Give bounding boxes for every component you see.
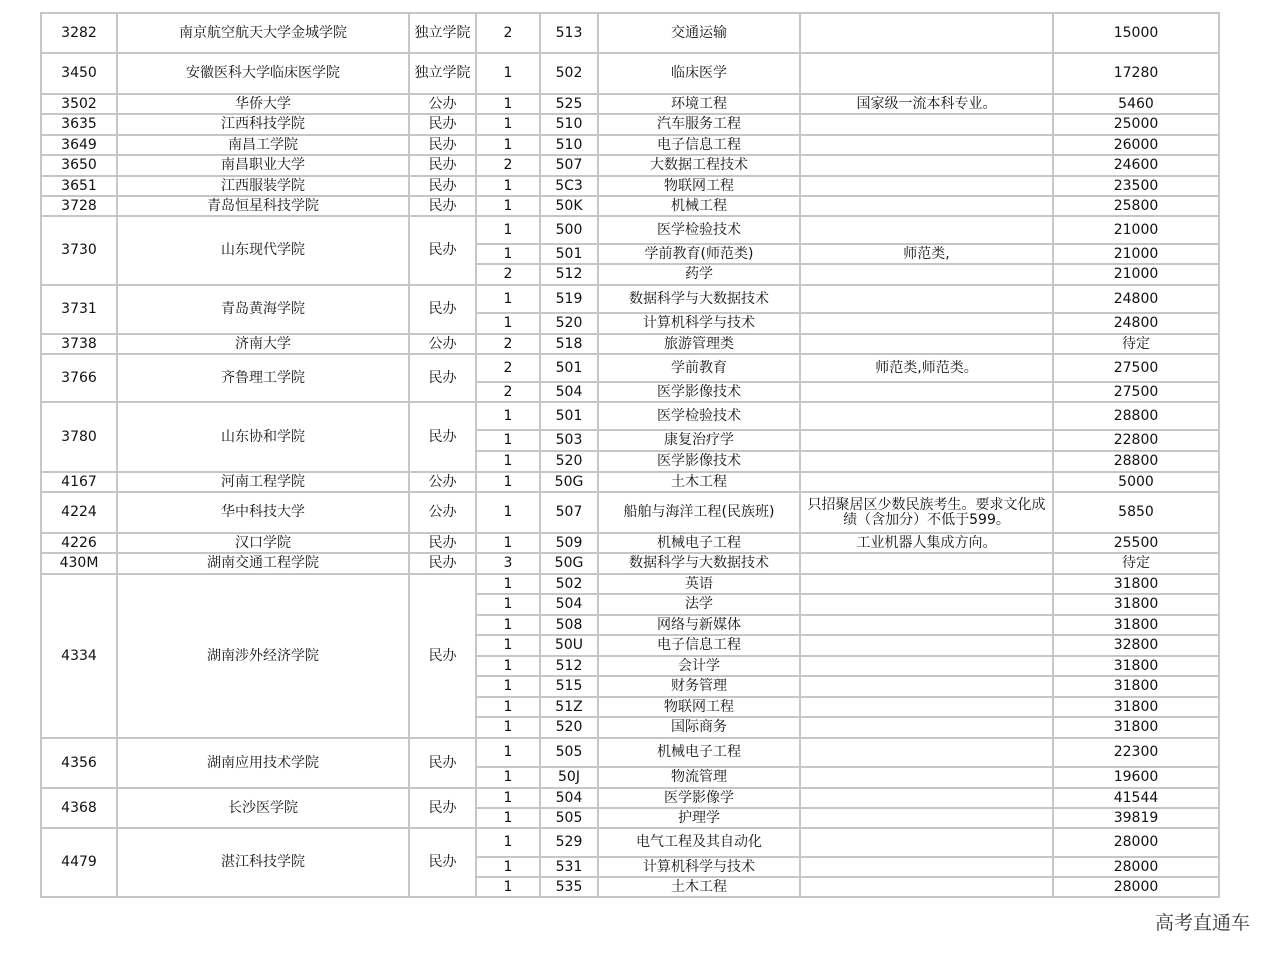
table-row: [41, 533, 1219, 553]
major-name-cell: 数据科学与大数据技术: [598, 553, 800, 574]
major-name-cell: 电气工程及其自动化: [598, 828, 800, 857]
major-code-cell: 502: [540, 53, 598, 94]
table-row: [41, 94, 1219, 114]
remark-cell: [800, 828, 1053, 857]
major-name-cell: 网络与新媒体: [598, 615, 800, 635]
tuition-cell: 31800: [1053, 697, 1219, 717]
remark-cell: [800, 877, 1053, 897]
table-row: [41, 285, 1219, 313]
school-code-cell: 3649: [41, 135, 117, 155]
major-code-cell: 504: [540, 594, 598, 615]
school-type-cell: 民办: [409, 553, 476, 574]
school-code-cell: 4356: [41, 738, 117, 788]
tuition-cell: 21000: [1053, 244, 1219, 264]
school-type-cell: 民办: [409, 155, 476, 176]
remark-cell: [800, 738, 1053, 767]
remark-cell: [800, 334, 1053, 354]
major-name-cell: 机械电子工程: [598, 738, 800, 767]
major-code-cell: 5C3: [540, 176, 598, 196]
major-code-cell: 520: [540, 313, 598, 334]
school-name-cell: 江西服装学院: [117, 176, 409, 196]
plan-count-cell: 3: [476, 553, 540, 574]
major-name-cell: 康复治疗学: [598, 430, 800, 451]
plan-count-cell: 1: [476, 788, 540, 808]
plan-count-cell: 1: [476, 656, 540, 676]
table-row: [41, 788, 1219, 808]
major-code-cell: 512: [540, 264, 598, 285]
plan-count-cell: 1: [476, 216, 540, 244]
tuition-cell: 24800: [1053, 313, 1219, 334]
major-name-cell: 学前教育(师范类): [598, 244, 800, 264]
tuition-cell: 28800: [1053, 451, 1219, 472]
plan-count-cell: 1: [476, 53, 540, 94]
major-name-cell: 船舶与海洋工程(民族班): [598, 492, 800, 533]
school-type-cell: 民办: [409, 285, 476, 334]
remark-cell: [800, 114, 1053, 135]
remark-cell: [800, 216, 1053, 244]
tuition-cell: 24600: [1053, 155, 1219, 176]
plan-count-cell: 1: [476, 857, 540, 877]
remark-cell: [800, 472, 1053, 492]
remark-cell: 只招聚居区少数民族考生。要求文化成绩（含加分）不低于599。: [800, 492, 1053, 533]
major-code-cell: 505: [540, 738, 598, 767]
major-name-cell: 旅游管理类: [598, 334, 800, 354]
major-code-cell: 518: [540, 334, 598, 354]
tuition-cell: 21000: [1053, 216, 1219, 244]
school-name-cell: 长沙医学院: [117, 788, 409, 828]
tuition-cell: 5850: [1053, 492, 1219, 533]
school-type-cell: 民办: [409, 176, 476, 196]
major-code-cell: 501: [540, 354, 598, 382]
school-code-cell: 430M: [41, 553, 117, 574]
major-name-cell: 电子信息工程: [598, 635, 800, 656]
plan-count-cell: 1: [476, 313, 540, 334]
major-name-cell: 机械电子工程: [598, 533, 800, 553]
tuition-cell: 28000: [1053, 828, 1219, 857]
major-name-cell: 物联网工程: [598, 697, 800, 717]
plan-count-cell: 1: [476, 828, 540, 857]
tuition-cell: 5460: [1053, 94, 1219, 114]
plan-count-cell: 1: [476, 615, 540, 635]
school-type-cell: 民办: [409, 114, 476, 135]
major-code-cell: 50K: [540, 196, 598, 216]
school-name-cell: 齐鲁理工学院: [117, 354, 409, 402]
tuition-cell: 21000: [1053, 264, 1219, 285]
remark-cell: [800, 635, 1053, 656]
admission-plan-table: [40, 12, 1220, 898]
remark-cell: [800, 594, 1053, 615]
plan-count-cell: 1: [476, 472, 540, 492]
remark-cell: [800, 857, 1053, 877]
school-name-cell: 汉口学院: [117, 533, 409, 553]
school-code-cell: 4224: [41, 492, 117, 533]
school-type-cell: 民办: [409, 788, 476, 828]
school-name-cell: 华侨大学: [117, 94, 409, 114]
school-type-cell: 民办: [409, 402, 476, 472]
school-name-cell: 南昌工学院: [117, 135, 409, 155]
school-type-cell: 公办: [409, 94, 476, 114]
remark-cell: [800, 767, 1053, 788]
school-code-cell: 3635: [41, 114, 117, 135]
remark-cell: [800, 788, 1053, 808]
plan-count-cell: 1: [476, 738, 540, 767]
school-code-cell: 3780: [41, 402, 117, 472]
table-row: [41, 135, 1219, 155]
major-code-cell: 504: [540, 382, 598, 402]
school-type-cell: 民办: [409, 135, 476, 155]
school-name-cell: 南昌职业大学: [117, 155, 409, 176]
major-code-cell: 501: [540, 402, 598, 430]
school-code-cell: 3650: [41, 155, 117, 176]
table-row: [41, 472, 1219, 492]
major-code-cell: 510: [540, 135, 598, 155]
plan-count-cell: 1: [476, 492, 540, 533]
plan-count-cell: 1: [476, 767, 540, 788]
plan-count-cell: 1: [476, 808, 540, 828]
tuition-cell: 31800: [1053, 594, 1219, 615]
major-name-cell: 土木工程: [598, 472, 800, 492]
major-name-cell: 数据科学与大数据技术: [598, 285, 800, 313]
plan-count-cell: 1: [476, 285, 540, 313]
plan-count-cell: 2: [476, 264, 540, 285]
tuition-cell: 39819: [1053, 808, 1219, 828]
remark-cell: [800, 553, 1053, 574]
major-code-cell: 505: [540, 808, 598, 828]
school-code-cell: 3731: [41, 285, 117, 334]
remark-cell: [800, 656, 1053, 676]
plan-count-cell: 1: [476, 451, 540, 472]
remark-cell: [800, 382, 1053, 402]
tuition-cell: 31800: [1053, 574, 1219, 594]
school-name-cell: 山东现代学院: [117, 216, 409, 285]
major-name-cell: 物联网工程: [598, 176, 800, 196]
major-code-cell: 50J: [540, 767, 598, 788]
plan-count-cell: 1: [476, 402, 540, 430]
school-type-cell: 独立学院: [409, 13, 476, 53]
major-name-cell: 计算机科学与技术: [598, 313, 800, 334]
major-name-cell: 医学影像技术: [598, 382, 800, 402]
remark-cell: [800, 13, 1053, 53]
tuition-cell: 24800: [1053, 285, 1219, 313]
major-name-cell: 医学检验技术: [598, 216, 800, 244]
major-name-cell: 学前教育: [598, 354, 800, 382]
remark-cell: [800, 313, 1053, 334]
remark-cell: [800, 402, 1053, 430]
plan-count-cell: 2: [476, 354, 540, 382]
remark-cell: [800, 285, 1053, 313]
tuition-cell: 32800: [1053, 635, 1219, 656]
remark-cell: [800, 615, 1053, 635]
tuition-cell: 41544: [1053, 788, 1219, 808]
major-name-cell: 会计学: [598, 656, 800, 676]
major-code-cell: 508: [540, 615, 598, 635]
major-name-cell: 医学影像学: [598, 788, 800, 808]
plan-count-cell: 1: [476, 114, 540, 135]
plan-count-cell: 1: [476, 244, 540, 264]
school-code-cell: 4167: [41, 472, 117, 492]
school-name-cell: 湖南交通工程学院: [117, 553, 409, 574]
table-row: [41, 53, 1219, 94]
tuition-cell: 26000: [1053, 135, 1219, 155]
tuition-cell: 31800: [1053, 656, 1219, 676]
tuition-cell: 28800: [1053, 402, 1219, 430]
tuition-cell: 31800: [1053, 615, 1219, 635]
school-name-cell: 南京航空航天大学金城学院: [117, 13, 409, 53]
plan-count-cell: 2: [476, 334, 540, 354]
major-name-cell: 法学: [598, 594, 800, 615]
school-code-cell: 4226: [41, 533, 117, 553]
remark-cell: [800, 155, 1053, 176]
school-name-cell: 江西科技学院: [117, 114, 409, 135]
school-type-cell: 民办: [409, 354, 476, 402]
major-code-cell: 500: [540, 216, 598, 244]
remark-cell: [800, 196, 1053, 216]
school-type-cell: 民办: [409, 738, 476, 788]
tuition-cell: 17280: [1053, 53, 1219, 94]
remark-cell: [800, 53, 1053, 94]
plan-count-cell: 1: [476, 574, 540, 594]
table-row: [41, 354, 1219, 382]
plan-count-cell: 2: [476, 13, 540, 53]
plan-count-cell: 2: [476, 155, 540, 176]
school-type-cell: 公办: [409, 492, 476, 533]
school-type-cell: 公办: [409, 472, 476, 492]
school-type-cell: 民办: [409, 216, 476, 285]
major-name-cell: 药学: [598, 264, 800, 285]
tuition-cell: 5000: [1053, 472, 1219, 492]
plan-count-cell: 1: [476, 594, 540, 615]
tuition-cell: 27500: [1053, 354, 1219, 382]
school-code-cell: 3728: [41, 196, 117, 216]
remark-cell: [800, 574, 1053, 594]
school-type-cell: 民办: [409, 828, 476, 897]
major-name-cell: 环境工程: [598, 94, 800, 114]
table-row: [41, 402, 1219, 430]
school-name-cell: 湖南涉外经济学院: [117, 574, 409, 738]
school-code-cell: 3502: [41, 94, 117, 114]
major-name-cell: 交通运输: [598, 13, 800, 53]
remark-cell: [800, 176, 1053, 196]
table-row: [41, 574, 1219, 594]
school-name-cell: 青岛恒星科技学院: [117, 196, 409, 216]
major-code-cell: 50G: [540, 472, 598, 492]
table-row: [41, 553, 1219, 574]
major-name-cell: 医学影像技术: [598, 451, 800, 472]
major-code-cell: 535: [540, 877, 598, 897]
plan-count-cell: 1: [476, 196, 540, 216]
major-name-cell: 土木工程: [598, 877, 800, 897]
tuition-cell: 22300: [1053, 738, 1219, 767]
school-name-cell: 安徽医科大学临床医学院: [117, 53, 409, 94]
major-code-cell: 520: [540, 451, 598, 472]
table-row: [41, 738, 1219, 767]
major-code-cell: 51Z: [540, 697, 598, 717]
remark-cell: [800, 697, 1053, 717]
major-code-cell: 529: [540, 828, 598, 857]
table-row: [41, 196, 1219, 216]
major-code-cell: 50G: [540, 553, 598, 574]
major-name-cell: 电子信息工程: [598, 135, 800, 155]
major-code-cell: 504: [540, 788, 598, 808]
school-code-cell: 3651: [41, 176, 117, 196]
major-code-cell: 531: [540, 857, 598, 877]
school-code-cell: 3766: [41, 354, 117, 402]
school-type-cell: 公办: [409, 334, 476, 354]
remark-cell: [800, 430, 1053, 451]
school-code-cell: 3738: [41, 334, 117, 354]
remark-cell: 国家级一流本科专业。: [800, 94, 1053, 114]
remark-cell: [800, 135, 1053, 155]
major-name-cell: 护理学: [598, 808, 800, 828]
school-name-cell: 湛江科技学院: [117, 828, 409, 897]
plan-count-cell: 1: [476, 94, 540, 114]
table-row: [41, 492, 1219, 533]
major-name-cell: 财务管理: [598, 676, 800, 697]
school-code-cell: 4479: [41, 828, 117, 897]
major-name-cell: 计算机科学与技术: [598, 857, 800, 877]
major-code-cell: 503: [540, 430, 598, 451]
tuition-cell: 23500: [1053, 176, 1219, 196]
school-code-cell: 3450: [41, 53, 117, 94]
plan-count-cell: 1: [476, 676, 540, 697]
major-code-cell: 525: [540, 94, 598, 114]
plan-count-cell: 1: [476, 717, 540, 738]
remark-cell: [800, 451, 1053, 472]
tuition-cell: 28000: [1053, 857, 1219, 877]
school-name-cell: 山东协和学院: [117, 402, 409, 472]
table-row: [41, 114, 1219, 135]
major-name-cell: 临床医学: [598, 53, 800, 94]
major-name-cell: 国际商务: [598, 717, 800, 738]
major-code-cell: 507: [540, 492, 598, 533]
plan-count-cell: 1: [476, 533, 540, 553]
major-name-cell: 英语: [598, 574, 800, 594]
major-code-cell: 50U: [540, 635, 598, 656]
tuition-cell: 25800: [1053, 196, 1219, 216]
plan-count-cell: 1: [476, 697, 540, 717]
school-name-cell: 湖南应用技术学院: [117, 738, 409, 788]
tuition-cell: 19600: [1053, 767, 1219, 788]
major-code-cell: 509: [540, 533, 598, 553]
major-name-cell: 物流管理: [598, 767, 800, 788]
tuition-cell: 待定: [1053, 553, 1219, 574]
remark-cell: 师范类,师范类。: [800, 354, 1053, 382]
plan-count-cell: 1: [476, 430, 540, 451]
major-code-cell: 519: [540, 285, 598, 313]
major-code-cell: 502: [540, 574, 598, 594]
remark-cell: 师范类,: [800, 244, 1053, 264]
major-code-cell: 512: [540, 656, 598, 676]
school-type-cell: 独立学院: [409, 53, 476, 94]
school-name-cell: 青岛黄海学院: [117, 285, 409, 334]
tuition-cell: 31800: [1053, 717, 1219, 738]
school-code-cell: 3730: [41, 216, 117, 285]
table-row: [41, 176, 1219, 196]
table-body: [41, 13, 1219, 897]
plan-count-cell: 1: [476, 176, 540, 196]
table-row: [41, 13, 1219, 53]
school-name-cell: 河南工程学院: [117, 472, 409, 492]
major-code-cell: 513: [540, 13, 598, 53]
plan-count-cell: 2: [476, 382, 540, 402]
major-code-cell: 515: [540, 676, 598, 697]
tuition-cell: 28000: [1053, 877, 1219, 897]
school-code-cell: 3282: [41, 13, 117, 53]
table-row: [41, 216, 1219, 244]
school-type-cell: 民办: [409, 196, 476, 216]
tuition-cell: 22800: [1053, 430, 1219, 451]
major-name-cell: 汽车服务工程: [598, 114, 800, 135]
major-code-cell: 510: [540, 114, 598, 135]
school-type-cell: 民办: [409, 574, 476, 738]
plan-count-cell: 1: [476, 877, 540, 897]
school-name-cell: 济南大学: [117, 334, 409, 354]
major-name-cell: 大数据工程技术: [598, 155, 800, 176]
remark-cell: [800, 808, 1053, 828]
remark-cell: 工业机器人集成方向。: [800, 533, 1053, 553]
remark-cell: [800, 676, 1053, 697]
plan-count-cell: 1: [476, 135, 540, 155]
remark-cell: [800, 717, 1053, 738]
watermark: 高考直通车: [1154, 912, 1250, 934]
school-code-cell: 4368: [41, 788, 117, 828]
school-name-cell: 华中科技大学: [117, 492, 409, 533]
school-type-cell: 民办: [409, 533, 476, 553]
tuition-cell: 25000: [1053, 114, 1219, 135]
major-code-cell: 501: [540, 244, 598, 264]
table-row: [41, 334, 1219, 354]
major-name-cell: 机械工程: [598, 196, 800, 216]
tuition-cell: 待定: [1053, 334, 1219, 354]
major-name-cell: 医学检验技术: [598, 402, 800, 430]
school-code-cell: 4334: [41, 574, 117, 738]
tuition-cell: 25500: [1053, 533, 1219, 553]
table-row: [41, 155, 1219, 176]
tuition-cell: 15000: [1053, 13, 1219, 53]
tuition-cell: 27500: [1053, 382, 1219, 402]
tuition-cell: 31800: [1053, 676, 1219, 697]
major-code-cell: 507: [540, 155, 598, 176]
major-code-cell: 520: [540, 717, 598, 738]
table-row: [41, 828, 1219, 857]
plan-count-cell: 1: [476, 635, 540, 656]
remark-cell: [800, 264, 1053, 285]
